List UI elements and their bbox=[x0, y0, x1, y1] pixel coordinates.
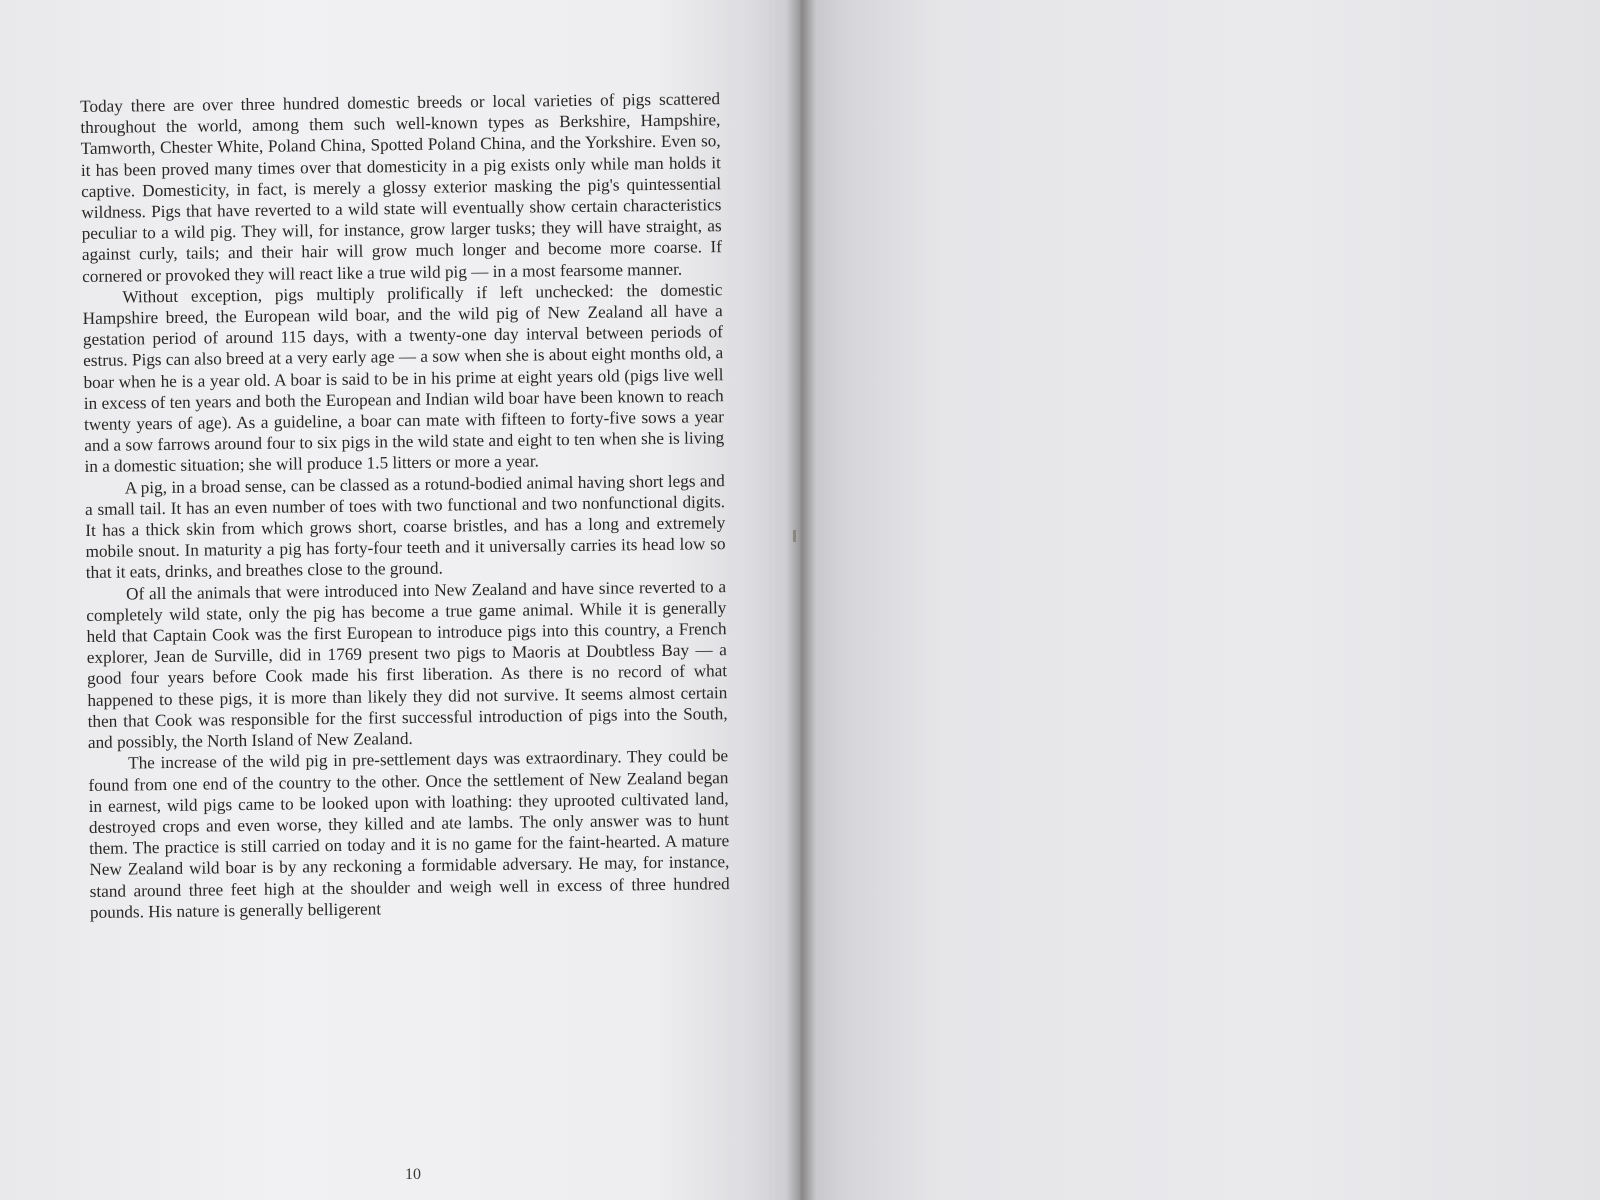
paragraph: A pig, in a broad sense, can be classed as a rotund-bodied animal having short legs and a small tail. It has an even number of toes with two functional and two nonfunctional digits. It has a thick skin from which grows short, coarse bristles, and has a long and extremely mobile snout. In maturity a pig has forty-four teeth and it universally carries its head low so that it eats, drinks, and breathes close to the ground. bbox=[84, 470, 726, 583]
right-page bbox=[800, 0, 1600, 1200]
book-gutter bbox=[786, 0, 816, 1200]
left-page-text bbox=[80, 88, 730, 923]
paragraph: Without exception, pigs multiply prolifically if left unchecked: the domestic Hampshire breed, the European wild boar, and the wild pig of New Zealand all have a gestation period of around 115 days, with a twenty-one day interval between periods of estrus. Pigs can also breed at a very early age — a sow when she is about eight months old, a boar when he is a year old. A boar is said to be in his prime at eight years old (pigs live well in excess of ten years and both the European and Indian wild boar have been known to reach twenty years of age). As a guideline, a boar can mate with fifteen to forty-five sows a year and a sow farrows around four to six pigs in the wild state and eight to ten when she is living in a domestic situation; she will produce 1.5 litters or more a year. bbox=[82, 279, 725, 477]
page-number: 10 bbox=[405, 1166, 421, 1183]
paragraph: Of all the animals that were introduced into New Zealand and have since reverted to a completely wild state, only the pig has become a true game animal. While it is generally held that Captain Cook was the first European to introduce pigs into this country, a French explorer, Jean de Surville, did in 1769 present two pigs to Maoris at Doubtless Bay — a good four years before Cook made his first liberation. As there is no record of what happened to these pigs, it is more than likely they did not survive. It seems almost certain then that Cook was responsible for the first successful introduction of pigs into the South, and possibly, the North Island of New Zealand. bbox=[86, 576, 728, 753]
paragraph: Today there are over three hundred domestic breeds or local varieties of pigs scattered throughout the world, among them such well-known types as Berkshire, Hampshire, Tamworth, Chester White, Poland China, Spotted Poland China, and the Yorkshire. Even so, it has been proved many times over that domesticity in a pig exists only while man holds it captive. Domesticity, in fact, is merely a glossy exterior masking the pig's quintessential wildness. Pigs that have reverted to a wild state will eventually show certain characteristics peculiar to a wild pig. They will, for instance, grow larger tusks; they will have straight, as against curly, tails; and their hair will grow much longer and become more coarse. If cornered or provoked they will react like a true wild pig — in a most fearsome manner. bbox=[80, 89, 723, 286]
paragraph: The increase of the wild pig in pre-settlement days was extraordinary. They could be found from one end of the country to the other. Once the settlement of New Zealand began in earnest, wild pigs came to be looked upon with loathing: they uprooted cultivated land, destroyed crops and even worse, they killed and ate lambs. The only answer was to hunt them. The practice is still carried on today and it is no game for the faint-hearted. A mature New Zealand wild boar is by any reckoning a formidable adversary. He may, for instance, stand around three feet high at the shoulder and weigh well in excess of three hundred pounds. His nature is generally belligerent bbox=[88, 746, 730, 922]
page-edge-mark bbox=[793, 530, 796, 542]
